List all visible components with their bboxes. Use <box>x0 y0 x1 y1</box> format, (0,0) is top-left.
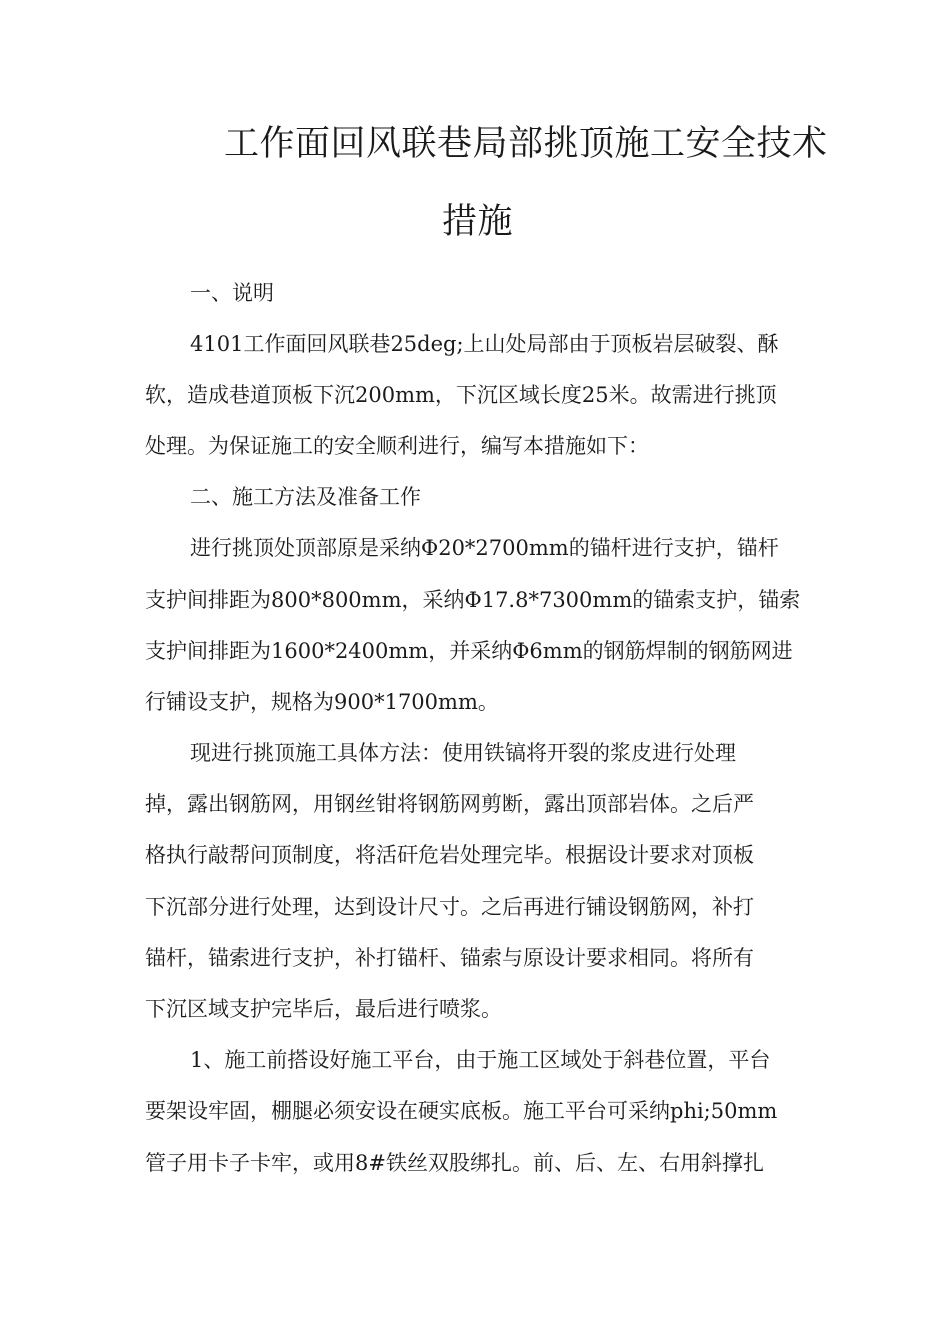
paragraph-line: 软，造成巷道顶板下沉200mm，下沉区域长度25米。故需进行挑顶 <box>145 383 777 407</box>
paragraph-line: 要架设牢固，棚腿必须安设在硬实底板。施工平台可采纳phi;50mm <box>145 1099 778 1123</box>
paragraph-line: 掉，露出钢筋网，用钢丝钳将钢筋网剪断，露出顶部岩体。之后严 <box>145 792 754 816</box>
paragraph-line: 支护间排距为1600*2400mm，并采纳Φ6mm的钢筋焊制的钢筋网进 <box>145 639 793 663</box>
paragraph-line: 1、施工前搭设好施工平台，由于施工区域处于斜巷位置，平台 <box>190 1048 771 1072</box>
paragraph-line: 现进行挑顶施工具体方法：使用铁镐将开裂的浆皮进行处理 <box>190 741 736 765</box>
paragraph-line: 行铺设支护，规格为900*1700mm。 <box>145 690 499 714</box>
document-title-line-2: 措施 <box>442 202 514 242</box>
section-heading-method: 二、施工方法及准备工作 <box>190 485 421 509</box>
document-title-line-1: 工作面回风联巷局部挑顶施工安全技术 <box>224 124 828 164</box>
paragraph-line: 下沉部分进行处理，达到设计尺寸。之后再进行铺设钢筋网，补打 <box>145 895 754 919</box>
paragraph-line: 锚杆，锚索进行支护，补打锚杆、锚索与原设计要求相同。将所有 <box>145 946 754 970</box>
paragraph-line: 处理。为保证施工的安全顺利进行，编写本措施如下： <box>145 434 649 458</box>
paragraph-line: 支护间排距为800*800mm，采纳Φ17.8*7300mm的锚索支护，锚索 <box>145 588 801 612</box>
paragraph-line: 格执行敲帮问顶制度，将活矸危岩处理完毕。根据设计要求对顶板 <box>145 843 754 867</box>
paragraph-line: 管子用卡子卡牢，或用8#铁丝双股绑扎。前、后、左、右用斜撑扎 <box>145 1151 764 1175</box>
section-heading-explanation: 一、说明 <box>190 281 274 305</box>
paragraph-line: 进行挑顶处顶部原是采纳Φ20*2700mm的锚杆进行支护，锚杆 <box>190 536 779 560</box>
paragraph-line: 4101工作面回风联巷25deg;上山处局部由于顶板岩层破裂、酥 <box>190 332 779 356</box>
paragraph-line: 下沉区域支护完毕后，最后进行喷浆。 <box>145 997 502 1021</box>
